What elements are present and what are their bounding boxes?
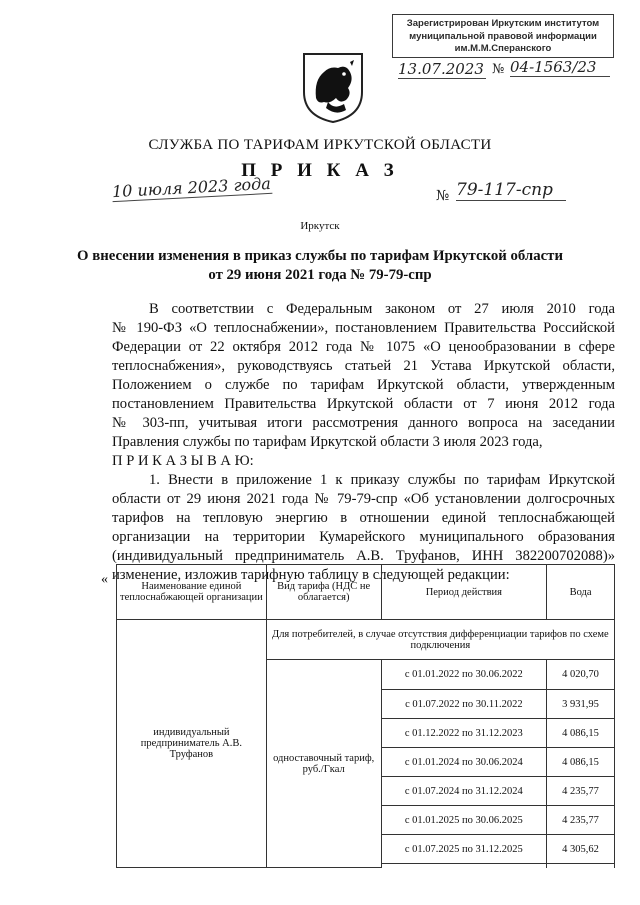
value-cell: 4 235,77 [547, 777, 615, 806]
value-cell: 4 235,77 [547, 806, 615, 835]
org-name-cell: индивидуальный предприниматель А.В. Труфанов [117, 620, 267, 868]
preamble-line: постановлением Правительства Иркутской области от 7 июня 2012 года [112, 396, 615, 412]
preamble-line: В соответствии с Федеральным законом от 27 июля 2010 года [149, 301, 615, 317]
preamble-line: теплоснабжения», руководствуясь статьей 21 Устава Иркутской области, [112, 358, 615, 374]
order-word: П Р И К А З Ы В А Ю: [112, 453, 254, 469]
item-line: (индивидуальный предприниматель А.В. Труфанов, ИНН 382200702088)» [112, 548, 615, 564]
value-cell: 4 086,15 [547, 719, 615, 748]
header-period: Период действия [381, 565, 547, 620]
value-cell: 4 305,62 [547, 835, 615, 864]
preamble-line: Правления службы по тарифам Иркутской области 3 июля 2023 года, [112, 434, 543, 450]
item-line: изменение, изложив тарифную таблицу в следующей редакции: [112, 567, 510, 583]
stamp-line-3: им.М.М.Сперанского [454, 43, 552, 54]
period-cell: с 01.01.2025 по 30.06.2025 [381, 806, 547, 835]
item-line: области от 29 июня 2021 года № 79-79-спр «Об установлении долгосрочных [112, 491, 615, 507]
coat-of-arms-emblem [300, 50, 366, 124]
value-cell: 4 020,70 [547, 660, 615, 690]
header-org: Наименование единой теплоснабжающей организации [117, 565, 267, 620]
period-cell: с 01.07.2022 по 30.11.2022 [381, 690, 547, 719]
preamble-line: Положением о службе по тарифам Иркутской области, утвержденным [112, 377, 615, 393]
stamp-reg-no: 04-1563/23 [510, 58, 610, 77]
table-row [117, 620, 615, 660]
preamble-line: № 190-ФЗ «О теплоснабжении», постановлением Правительства Российской [112, 320, 615, 336]
period-cell: с 01.01.2022 по 30.06.2022 [381, 660, 547, 690]
header-water: Вода [547, 565, 615, 620]
item-line: тарифов на тепловую энергию в отношении единой теплоснабжающей [112, 510, 615, 526]
city: Иркутск [300, 220, 340, 232]
stamp-line-1: Зарегистрирован Иркутским институтом [406, 18, 600, 29]
tariff-table [116, 564, 615, 868]
period-cell: с 01.01.2024 по 30.06.2024 [381, 748, 547, 777]
order-title-line-1: О внесении изменения в приказ службы по тарифам Иркутской области [77, 248, 563, 264]
item-line: организации на территории Кумарейского муниципального образования [112, 529, 615, 545]
agency-name: СЛУЖБА ПО ТАРИФАМ ИРКУТСКОЙ ОБЛАСТИ [148, 137, 492, 153]
preamble-line: № 303-пп, учитывая итоги рассмотрения данного вопроса на заседании [112, 415, 615, 431]
subheader-cell: Для потребителей, в случае отсутствия дифференциации тарифов по схеме подключения [266, 620, 614, 660]
opening-quote-mark: « [101, 572, 108, 587]
period-cell: с 01.12.2022 по 31.12.2023 [381, 719, 547, 748]
value-cell: 4 086,15 [547, 748, 615, 777]
number-label: № [436, 188, 450, 204]
period-cell: с 01.07.2025 по 31.12.2025 [381, 835, 547, 864]
registration-stamp [392, 14, 614, 58]
period-cell: с 01.07.2024 по 31.12.2024 [381, 777, 547, 806]
handwritten-date: 10 июля 2023 года [111, 173, 272, 202]
table-header-row [117, 565, 615, 620]
preamble-paragraph [112, 300, 615, 471]
stamp-line-2: муниципальной правовой информации [409, 30, 597, 42]
stamp-reg-date: 13.07.2023 [398, 60, 486, 79]
header-tariff-type: Вид тарифа (НДС не облагается) [266, 565, 381, 620]
value-cell: 3 931,95 [547, 690, 615, 719]
tariff-name-cell: одноставочный тариф, руб./Гкал [266, 660, 381, 868]
order-title-line-2: от 29 июня 2021 года № 79-79-спр [208, 267, 432, 283]
stamp-reg-no-label: № [492, 62, 505, 77]
preamble-line: Федерации от 22 октября 2012 года № 1075 «О ценообразовании в сфере [112, 339, 615, 355]
handwritten-number: 79-117-спр [456, 180, 566, 201]
item-line: 1. Внести в приложение 1 к приказу службы по тарифам Иркутской [149, 472, 615, 488]
document-type: П Р И К А З [241, 160, 399, 181]
